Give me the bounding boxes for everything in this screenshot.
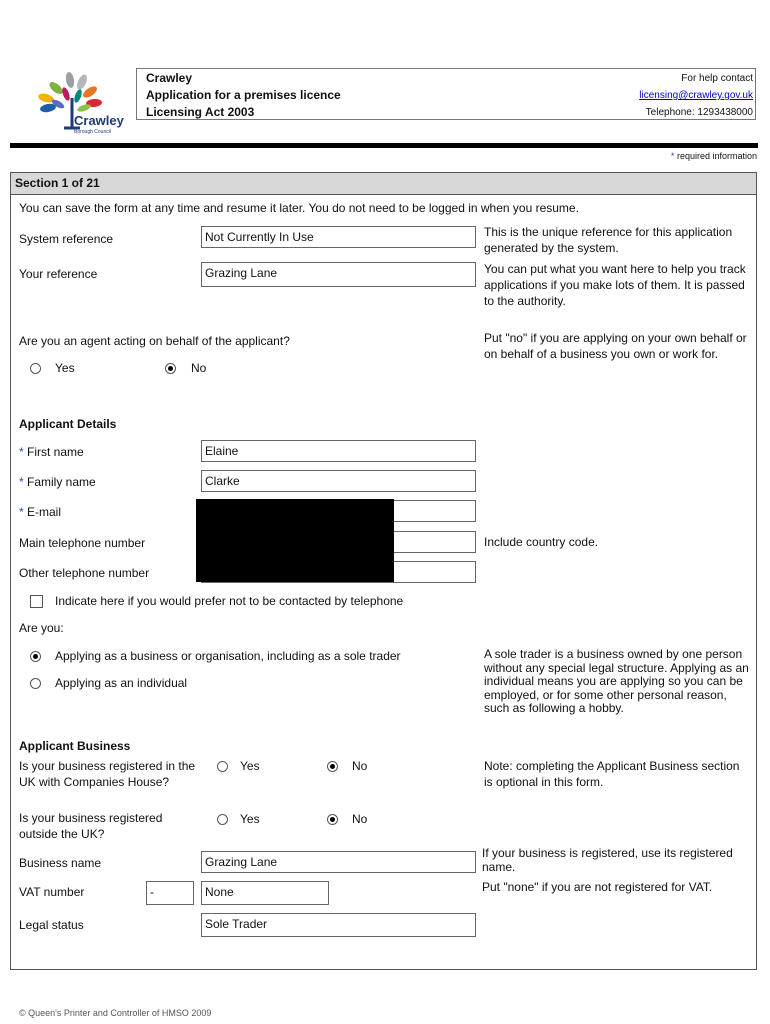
main-phone-help: Include country code. [484,535,599,549]
business-name-help: If your business is registered, use its registered name. [482,846,733,874]
first-name-label: * First name [19,445,84,459]
your-reference-label: Your reference [19,267,98,281]
form-title-block [146,70,341,121]
email-label: * E-mail [19,505,62,519]
are-you-help: A sole trader is a business owned by one person without any special legal structure. Applying as an individual means you are applying so you can be employed, or for some other personal reason, such as following a hobby. [484,647,749,715]
required-note [671,151,757,161]
your-reference-help: You can put what you want here to help you track applications if you make lots of them. It is passed to the authority. [484,262,746,308]
agent-no-label: No [191,361,207,375]
vat-prefix-input[interactable]: - [146,881,194,905]
section-intro: You can save the form at any time and resume it later. You do not need to be logged in when you resume. [19,201,579,215]
system-reference-label: System reference [19,232,114,246]
act-name: Licensing Act 2003 [146,105,255,119]
section-title: Section 1 of 21 [10,172,757,195]
vat-number-input[interactable]: None [201,881,329,905]
registered-outside-no-label: No [352,812,368,826]
business-name-input[interactable]: Grazing Lane [201,851,476,873]
registered-outside-no-radio[interactable] [327,814,338,825]
help-contact [639,70,753,121]
help-label: For help contact [681,73,753,84]
agent-help: Put "no" if you are applying on your own behalf or on behalf of a business you own or work for. [484,331,747,361]
vat-help: Put "none" if you are not registered for VAT. [482,880,713,894]
registered-uk-question: Is your business registered in the UK with Companies House? [19,759,196,789]
registered-outside-yes-label: Yes [240,812,260,826]
council-name: Crawley [146,71,193,85]
registered-uk-help: Note: completing the Applicant Business section is optional in this form. [484,759,740,789]
are-you-question: Are you: [19,621,64,635]
individual-option-label: Applying as an individual [55,676,188,690]
your-reference-input[interactable]: Grazing Lane [201,262,476,287]
registered-outside-yes-radio[interactable] [217,814,228,825]
header-divider [10,143,758,148]
help-email-link[interactable]: licensing@crawley.gov.uk [639,90,753,101]
agent-no-radio[interactable] [165,363,176,374]
family-name-label: * Family name [19,475,96,489]
required-text: required information [676,151,757,161]
agent-yes-label: Yes [55,361,75,375]
logo-text: Crawley [74,113,124,128]
system-reference-help: This is the unique reference for this application generated by the system. [484,225,733,255]
no-phone-contact-label: Indicate here if you would prefer not to be contacted by telephone [55,594,404,608]
family-name-required-star: * [19,475,24,489]
business-name-label: Business name [19,856,102,870]
agent-yes-radio[interactable] [30,363,41,374]
main-phone-label: Main telephone number [19,536,146,550]
registered-uk-yes-radio[interactable] [217,761,228,772]
other-phone-label: Other telephone number [19,566,150,580]
business-option-radio[interactable] [30,651,41,662]
no-phone-contact-checkbox[interactable] [30,595,43,608]
registered-uk-yes-label: Yes [240,759,260,773]
applicant-details-heading: Applicant Details [19,417,117,431]
vat-number-label: VAT number [19,885,85,899]
business-option-label: Applying as a business or organisation, including as a sole trader [55,649,401,663]
family-name-input[interactable]: Clarke [201,470,476,492]
applicant-business-heading: Applicant Business [19,739,131,753]
registered-outside-question: Is your business registered outside the UK? [19,811,163,841]
registered-uk-no-label: No [352,759,368,773]
first-name-input[interactable]: Elaine [201,440,476,462]
legal-status-input[interactable]: Sole Trader [201,913,476,937]
registered-uk-no-radio[interactable] [327,761,338,772]
system-reference-input[interactable]: Not Currently In Use [201,226,476,248]
email-required-star: * [19,505,24,519]
legal-status-label: Legal status [19,918,84,932]
redaction-block [196,499,394,582]
individual-option-radio[interactable] [30,678,41,689]
crawley-logo [34,70,124,136]
required-star: * [670,151,675,161]
form-title: Application for a premises licence [146,88,341,102]
logo-subtext: Borough Council [74,129,111,135]
copyright-footer: © Queen's Printer and Controller of HMSO 2009 [19,1008,212,1018]
agent-question: Are you an agent acting on behalf of the applicant? [19,334,290,348]
first-name-required-star: * [19,445,24,459]
help-phone: Telephone: 1293438000 [645,107,753,118]
